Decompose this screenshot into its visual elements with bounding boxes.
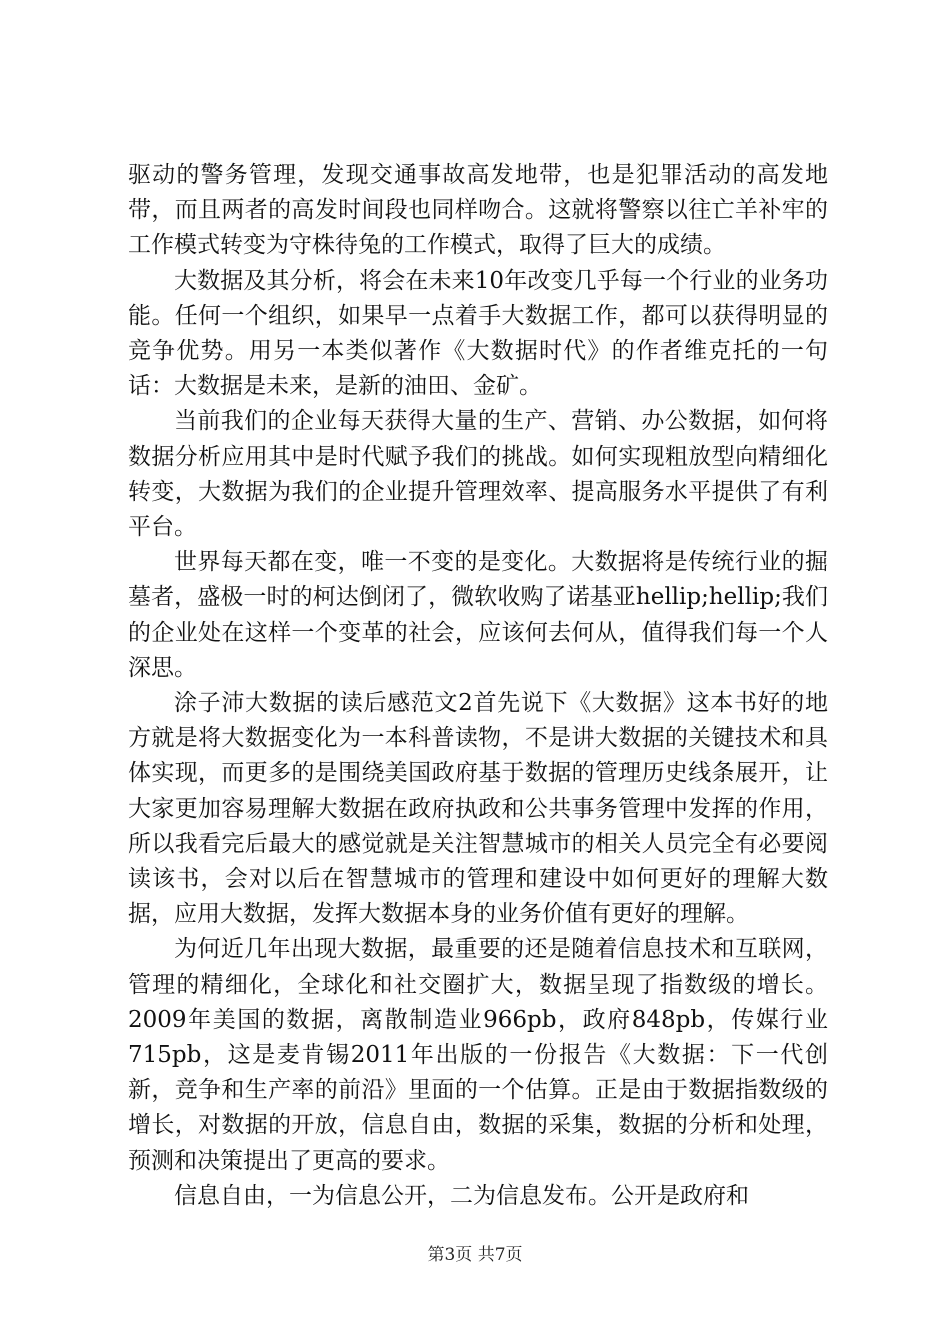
paragraph-1: 驱动的警务管理，发现交通事故高发地带，也是犯罪活动的高发地带，而且两者的高发时间段也同样吻合。这就将警察以往亡羊补牢的工作模式转变为守株待兔的工作模式，取得了巨大的成绩。 (128, 162, 828, 259)
paragraph-7: 信息自由，一为信息公开，二为信息发布。公开是政府和 (174, 1182, 749, 1209)
paragraph-3: 当前我们的企业每天获得大量的生产、营销、办公数据，如何将数据分析应用其中是时代赋予我们的挑战。如何实现粗放型向精细化转变，大数据为我们的企业提升管理效率、提高服务水平提供了有利平台。 (128, 408, 828, 541)
body-text (128, 158, 828, 1214)
paragraph-6: 为何近几年出现大数据，最重要的还是随着信息技术和互联网，管理的精细化，全球化和社交圈扩大，数据呈现了指数级的增长。2009年美国的数据，离散制造业966pb，政府848pb，传媒行业715pb，这是麦肯锡2011年出版的一份报告《大数据：下一代创新，竞争和生产率的前沿》里面的一个估算。正是由于数据指数级的增长，对数据的开放，信息自由，数据的采集，数据的分析和处理，预测和决策提出了更高的要求。 (128, 936, 828, 1174)
page-footer: 第3页 共7页 (427, 1245, 523, 1265)
paragraph-4: 世界每天都在变，唯一不变的是变化。大数据将是传统行业的掘墓者，盛极一时的柯达倒闭了，微软收购了诺基亚hellip;hellip;我们的企业处在这样一个变革的社会，应该何去何从，值得我们每一个人深思。 (128, 549, 828, 681)
paragraph-5: 涂子沛大数据的读后感范文2首先说下《大数据》这本书好的地方就是将大数据变化为一本科普读物，不是讲大数据的关键技术和具体实现，而更多的是围绕美国政府基于数据的管理历史线条展开，让大家更加容易理解大数据在政府执政和公共事务管理中发挥的作用，所以我看完后最大的感觉就是关注智慧城市的相关人员完全有必要阅读该书，会对以后在智慧城市的管理和建设中如何更好的理解大数据，应用大数据，发挥大数据本身的业务价值有更好的理解。 (128, 690, 828, 928)
paragraph-2: 大数据及其分析，将会在未来10年改变几乎每一个行业的业务功能。任何一个组织，如果早一点着手大数据工作，都可以获得明显的竞争优势。用另一本类似著作《大数据时代》的作者维克托的一句话：大数据是未来，是新的油田、金矿。 (128, 267, 828, 400)
